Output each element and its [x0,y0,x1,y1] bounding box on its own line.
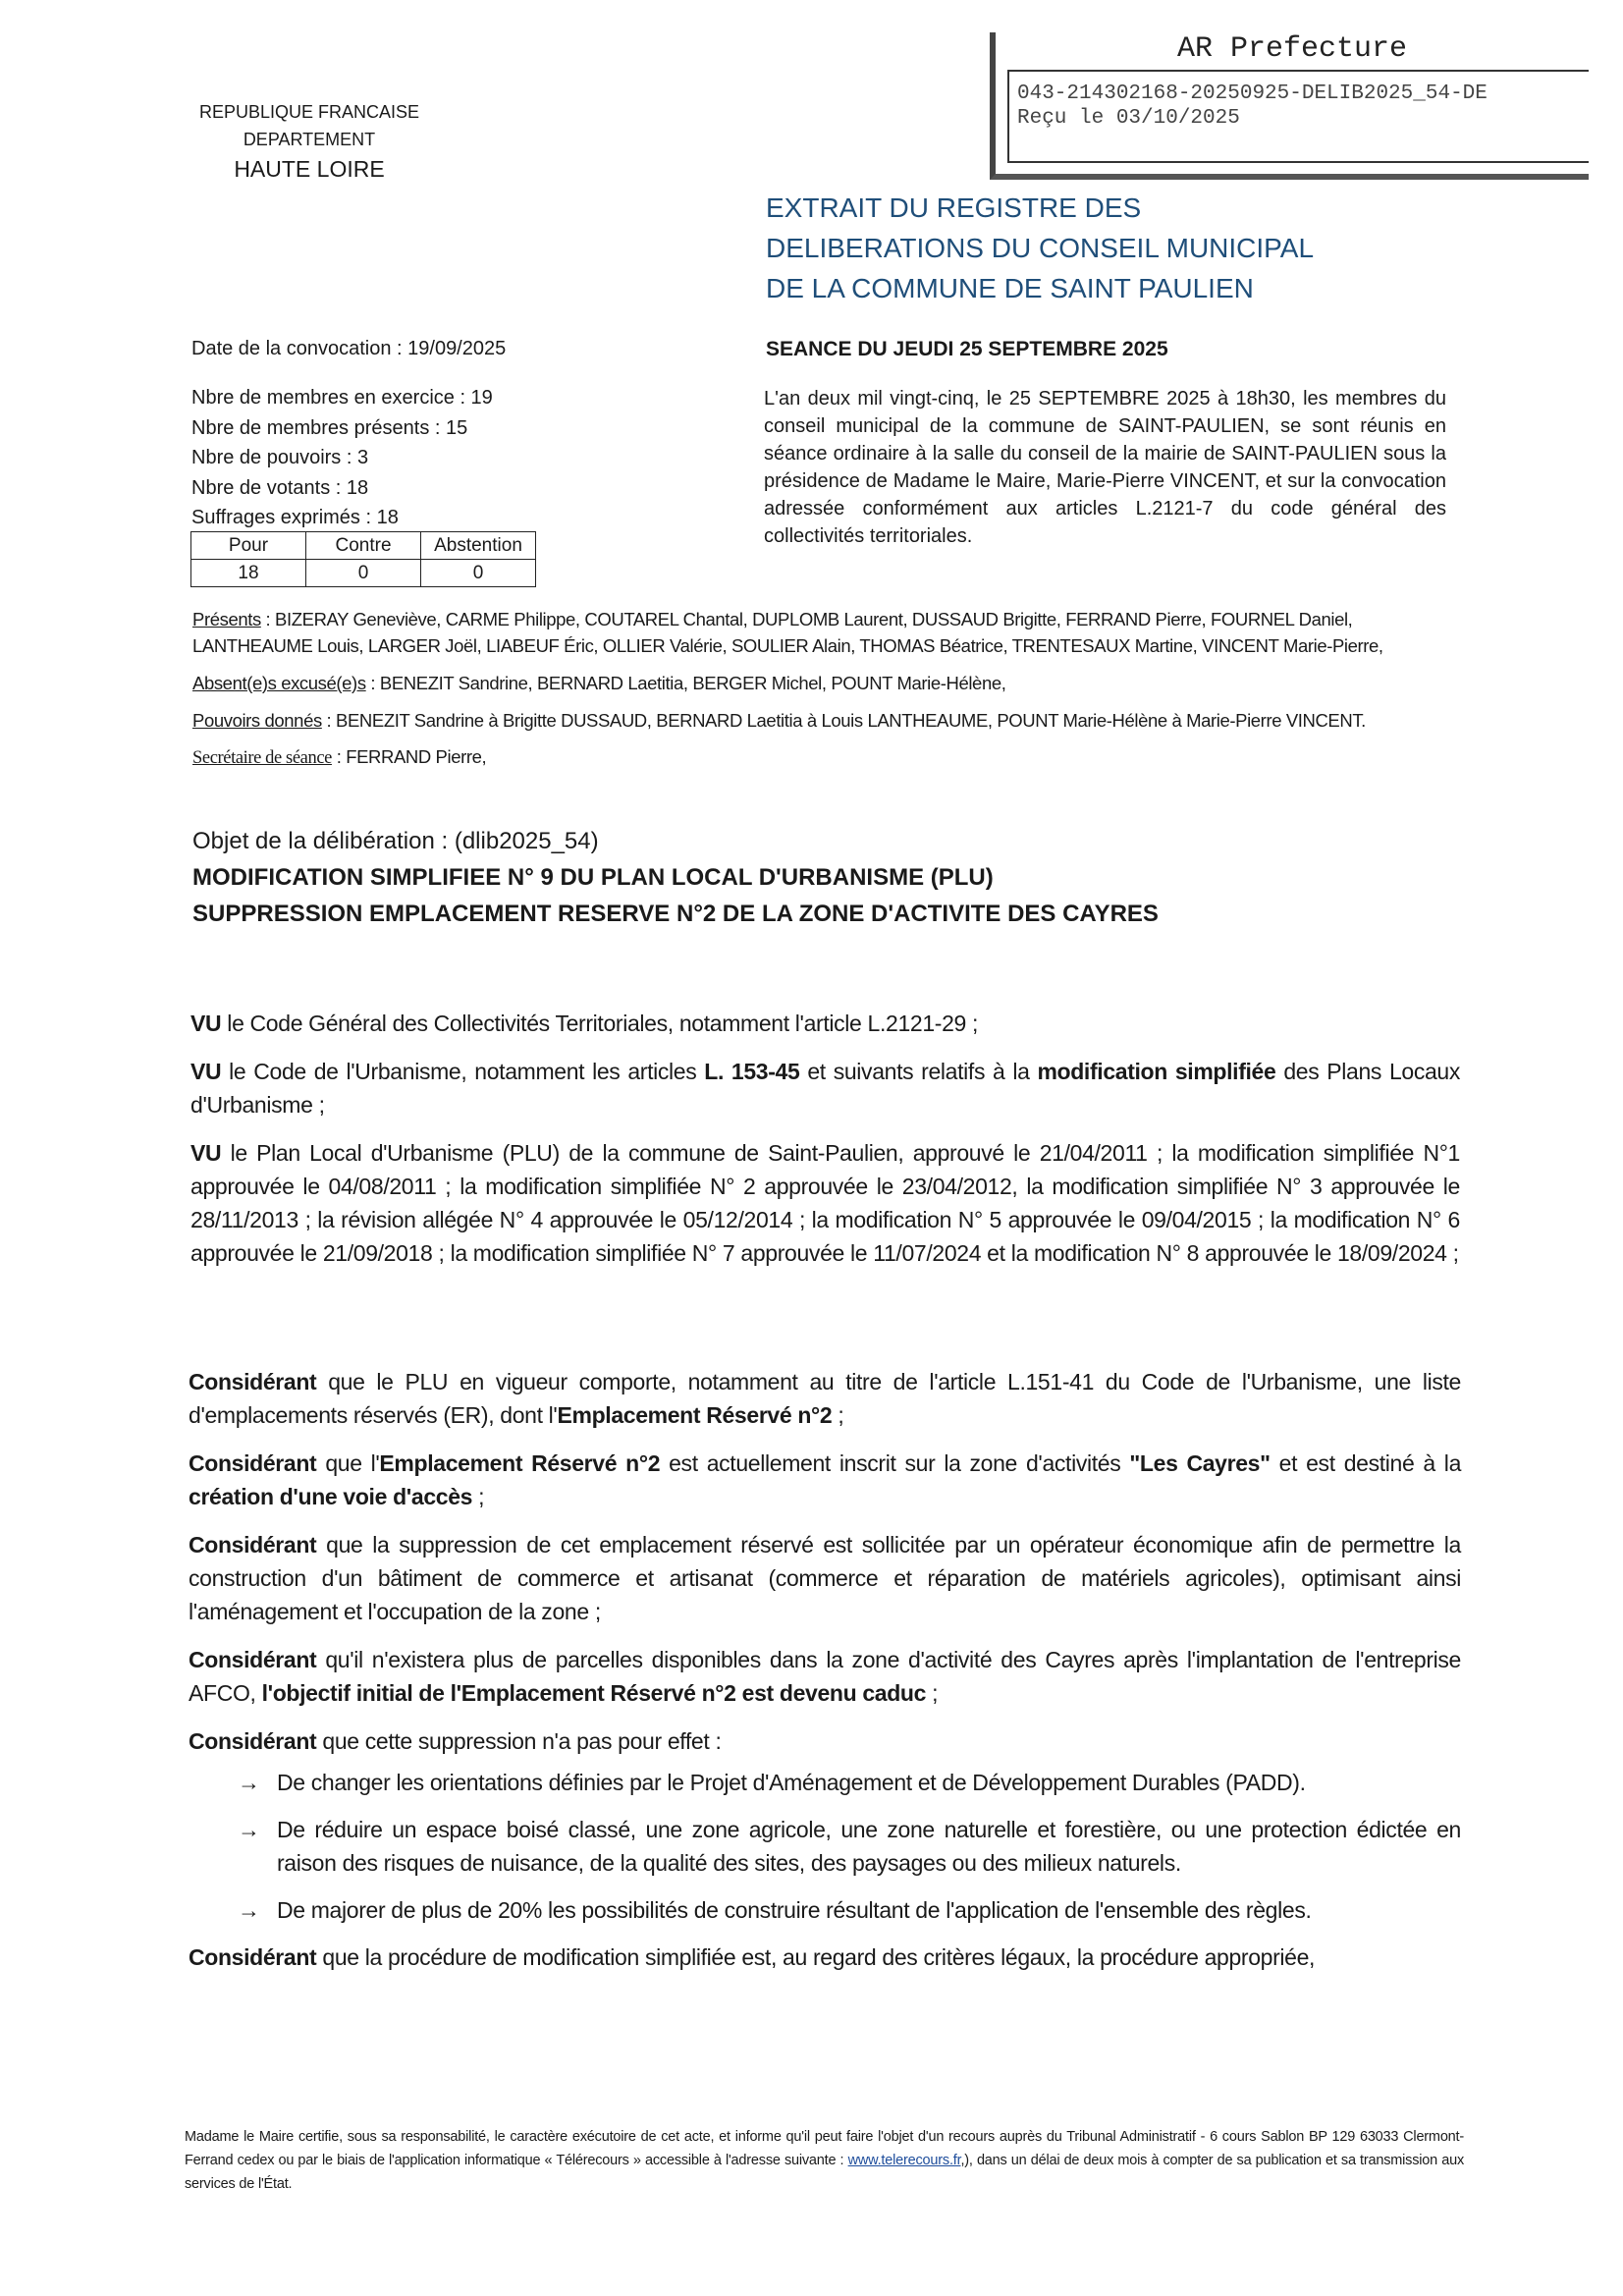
secretaire: Secrétaire de séance : FERRAND Pierre, [192,746,487,768]
vu-text: le Plan Local d'Urbanisme (PLU) de la commune de Saint-Paulien, approuvé le 21/04/2011 ; la modification simplifiée N°1 approuvée le 04/08/2011 ; la modification simplifiée N° 2 approuvée le 23/04/2012, la modification simplifiée N° 3 approuvée le 28/11/2013 ; la révision allégée N° 4 approuvée le 05/12/2014 ; la modification N° 5 approuvée le 09/04/2015 ; la modification N° 6 approuvée le 21/09/2018 ; la modification simplifiée N° 7 approuvée le 11/07/2024 et la modification N° 8 approuvée le 18/09/2024 ; [190,1140,1460,1266]
considerant-text: que l' [316,1450,380,1476]
vu-text: le Code Général des Collectivités Territoriales, notamment l'article L.2121-29 ; [221,1011,979,1036]
considerant-bold: création d'une voie d'accès [189,1484,473,1509]
header-line-2: DEPARTEMENT [243,130,376,149]
stat-line: Suffrages exprimés : 18 [191,507,399,529]
votes-table [190,531,536,587]
republic-header [167,98,452,185]
stat-line: Nbre de votants : 18 [191,476,369,499]
arrow-right-icon: → [238,1897,260,1923]
vu-section [190,1007,1460,1285]
presents: Présents : BIZERAY Geneviève, CARME Philippe, COUTAREL Chantal, DUPLOMB Laurent, DUSSAUD Brigitte, FERRAND Pierre, FOURNEL Daniel, LANTHEAUME Louis, LARGER Joël, LIABEUF Éric, OLLIER Valérie, SOULIER Alain, THOMAS Béatrice, TRENTESAUX Martine, VINCENT Marie-Pierre, [192,609,1383,656]
vu-bold: modification simplifiée [1037,1059,1276,1084]
header-pour: Pour [191,532,306,560]
presents-label: Présents [192,609,261,629]
considerant-text: et est destiné à la [1270,1450,1462,1476]
stat-line: Nbre de membres en exercice : 19 [191,387,493,409]
considerant-text: que la procédure de modification simplifiée est, au regard des critères légaux, la procédure appropriée, [316,1944,1316,1970]
absents: Absent(e)s excusé(e)s : BENEZIT Sandrine, BERNARD Laetitia, BERGER Michel, POUNT Marie-Hélène, [192,673,1006,693]
stat-line: Nbre de membres présents : 15 [191,416,468,439]
considerant-text: que la suppression de cet emplacement réservé est sollicitée par un opérateur économique afin de permettre la construction d'un bâtiment de commerce et artisanat (commerce et réparation de matériels agricoles), optimisant ainsi l'aménagement et l'occupation de la zone ; [189,1532,1461,1624]
member-stats [191,383,493,533]
bullet-text: De réduire un espace boisé classé, une zone agricole, une zone naturelle et forestière, ou une protection édictée en raison des risques de nuisance, de la qualité des sites, des paysages ou des milieux naturels. [277,1817,1461,1876]
secretaire-name: FERRAND Pierre, [346,746,487,767]
telerecours-link[interactable]: www.telerecours.fr [847,2153,961,2168]
stat-line: Nbre de pouvoirs : 3 [191,447,369,469]
document-title [766,188,1314,308]
header-line-3: HAUTE LOIRE [234,156,385,182]
stamp-received: Reçu le 03/10/2025 [1017,107,1240,130]
considerant-paragraph [189,1447,1461,1513]
header-contre: Contre [306,532,421,560]
considerant-keyword: Considérant [189,1728,317,1754]
stamp-box [1007,70,1589,163]
considerant-keyword: Considérant [189,1450,317,1476]
table-header-row [191,532,536,560]
considerant-bold: l'objectif initial de l'Emplacement Réservé n°2 est devenu caduc [261,1680,927,1706]
pouvoirs: Pouvoirs donnés : BENEZIT Sandrine à Brigitte DUSSAUD, BERNARD Laetitia à Louis LANTHEAUME, POUNT Marie-Hélène à Marie-Pierre VINCENT. [192,710,1366,731]
vu-keyword: VU [190,1059,222,1084]
list-item [238,1766,1461,1799]
intro-paragraph: L'an deux mil vingt-cinq, le 25 SEPTEMBRE 2025 à 18h30, les membres du conseil municipal de la commune de SAINT-PAULIEN, se sont réunis en séance ordinaire à la salle du conseil de la mairie de SAINT-PAULIEN sous la présidence de Madame le Maire, Marie-Pierre VINCENT, et sur la convocation adressée conformément aux articles L.2121-7 du code général des collectivités territoriales. [764,388,1446,547]
considerant-text: est actuellement inscrit sur la zone d'activités [660,1450,1130,1476]
presents-list: BIZERAY Geneviève, CARME Philippe, COUTAREL Chantal, DUPLOMB Laurent, DUSSAUD Brigitte, FERRAND Pierre, FOURNEL Daniel, LANTHEAUME Louis, LARGER Joël, LIABEUF Éric, OLLIER Valérie, SOULIER Alain, THOMAS Béatrice, TRENTESAUX Martine, VINCENT Marie-Pierre, [192,609,1383,656]
considerant-paragraph [189,1528,1461,1628]
vu-bold: L. 153-45 [704,1059,800,1084]
pouvoirs-list: BENEZIT Sandrine à Brigitte DUSSAUD, BERNARD Laetitia à Louis LANTHEAUME, POUNT Marie-Hélène à Marie-Pierre VINCENT. [336,710,1366,731]
considerant-bold: "Les Cayres" [1129,1450,1271,1476]
vu-keyword: VU [190,1011,222,1036]
considerant-text: que le PLU en vigueur comporte, notamment au titre de l'article L.151-41 du Code de l'Urbanisme, une liste d'emplacements réservés (ER), dont l' [189,1369,1461,1428]
vu-paragraph [190,1007,1460,1040]
considerant-keyword: Considérant [189,1944,317,1970]
footer-text: ,), dans un délai de deux mois à compter de sa publication et sa transmission aux services de l'État. [185,2153,1464,2192]
considerant-text: qu'il n'existera plus de parcelles disponibles dans la zone d'activité des Cayres après l'implantation de l'entreprise AFCO, [189,1647,1461,1706]
value-abstention: 0 [421,560,536,587]
arrow-right-icon: → [238,1817,260,1842]
legal-footer [185,2125,1464,2196]
objet [192,823,1159,932]
considerants-section [189,1365,1461,1989]
pouvoirs-label: Pouvoirs donnés [192,710,322,731]
footer-text: Madame le Maire certifie, sous sa responsabilité, le caractère exécutoire de cet acte, et informe qu'il peut faire l'objet d'un recours auprès du Tribunal Administratif - 6 cours Sablon BP 129 63033 Clermont-Ferrand cedex ou par le biais de l'application informatique « Télérecours » accessible à l'adresse suivante : [185,2129,1464,2168]
considerant-text: ; [472,1484,485,1509]
considerant-paragraph [189,1724,1461,1758]
considerant-paragraph [189,1643,1461,1710]
value-pour: 18 [191,560,306,587]
considerant-paragraph [189,1365,1461,1432]
prefecture-stamp [990,32,1589,180]
title-line-3: DE LA COMMUNE DE SAINT PAULIEN [766,273,1254,303]
secretaire-label: Secrétaire de séance [192,748,332,768]
objet-line-2: SUPPRESSION EMPLACEMENT RESERVE N°2 DE LA ZONE D'ACTIVITE DES CAYRES [192,901,1159,927]
title-line-1: EXTRAIT DU REGISTRE DES [766,192,1142,223]
absents-list: BENEZIT Sandrine, BERNARD Laetitia, BERGER Michel, POUNT Marie-Hélène, [379,673,1006,693]
convocation-date: Date de la convocation : 19/09/2025 [191,338,507,359]
absents-label: Absent(e)s excusé(e)s [192,673,366,693]
vu-keyword: VU [190,1140,222,1166]
objet-line-1: MODIFICATION SIMPLIFIEE N° 9 DU PLAN LOCAL D'URBANISME (PLU) [192,864,994,891]
list-item [238,1893,1461,1927]
stamp-id: 043-214302168-20250925-DELIB2025_54-DE [1017,82,1488,105]
list-item [238,1813,1461,1880]
objet-label: Objet de la délibération : (dlib2025_54) [192,828,599,854]
bullet-text: De majorer de plus de 20% les possibilités de construire résultant de l'application de l'ensemble des règles. [277,1897,1312,1923]
stamp-title: AR Prefecture [1176,32,1408,66]
considerant-text: que cette suppression n'a pas pour effet : [316,1728,722,1754]
considerant-text: ; [832,1402,844,1428]
header-abstention: Abstention [421,532,536,560]
vu-paragraph [190,1136,1460,1270]
vu-text: des Plans Locaux d'Urbanisme ; [190,1059,1461,1118]
vu-paragraph [190,1055,1460,1121]
considerant-bold: Emplacement Réservé n°2 [557,1402,833,1428]
considerant-keyword: Considérant [189,1532,317,1558]
table-row [191,560,536,587]
considerant-keyword: Considérant [189,1369,317,1394]
considerant-paragraph [189,1941,1461,1974]
title-line-2: DELIBERATIONS DU CONSEIL MUNICIPAL [766,233,1315,263]
considerant-bold: Emplacement Réservé n°2 [379,1450,661,1476]
vu-text: et suivants relatifs à la [799,1059,1038,1084]
vu-text: le Code de l'Urbanisme, notamment les articles [221,1059,705,1084]
seance-title: SEANCE DU JEUDI 25 SEPTEMBRE 2025 [766,338,1168,360]
considerant-keyword: Considérant [189,1647,317,1672]
bullet-text: De changer les orientations définies par le Projet d'Aménagement et de Développement Durables (PADD). [277,1770,1306,1795]
value-contre: 0 [306,560,421,587]
considerant-text: ; [926,1680,939,1706]
arrow-right-icon: → [238,1770,260,1795]
header-line-1: REPUBLIQUE FRANCAISE [198,102,420,122]
